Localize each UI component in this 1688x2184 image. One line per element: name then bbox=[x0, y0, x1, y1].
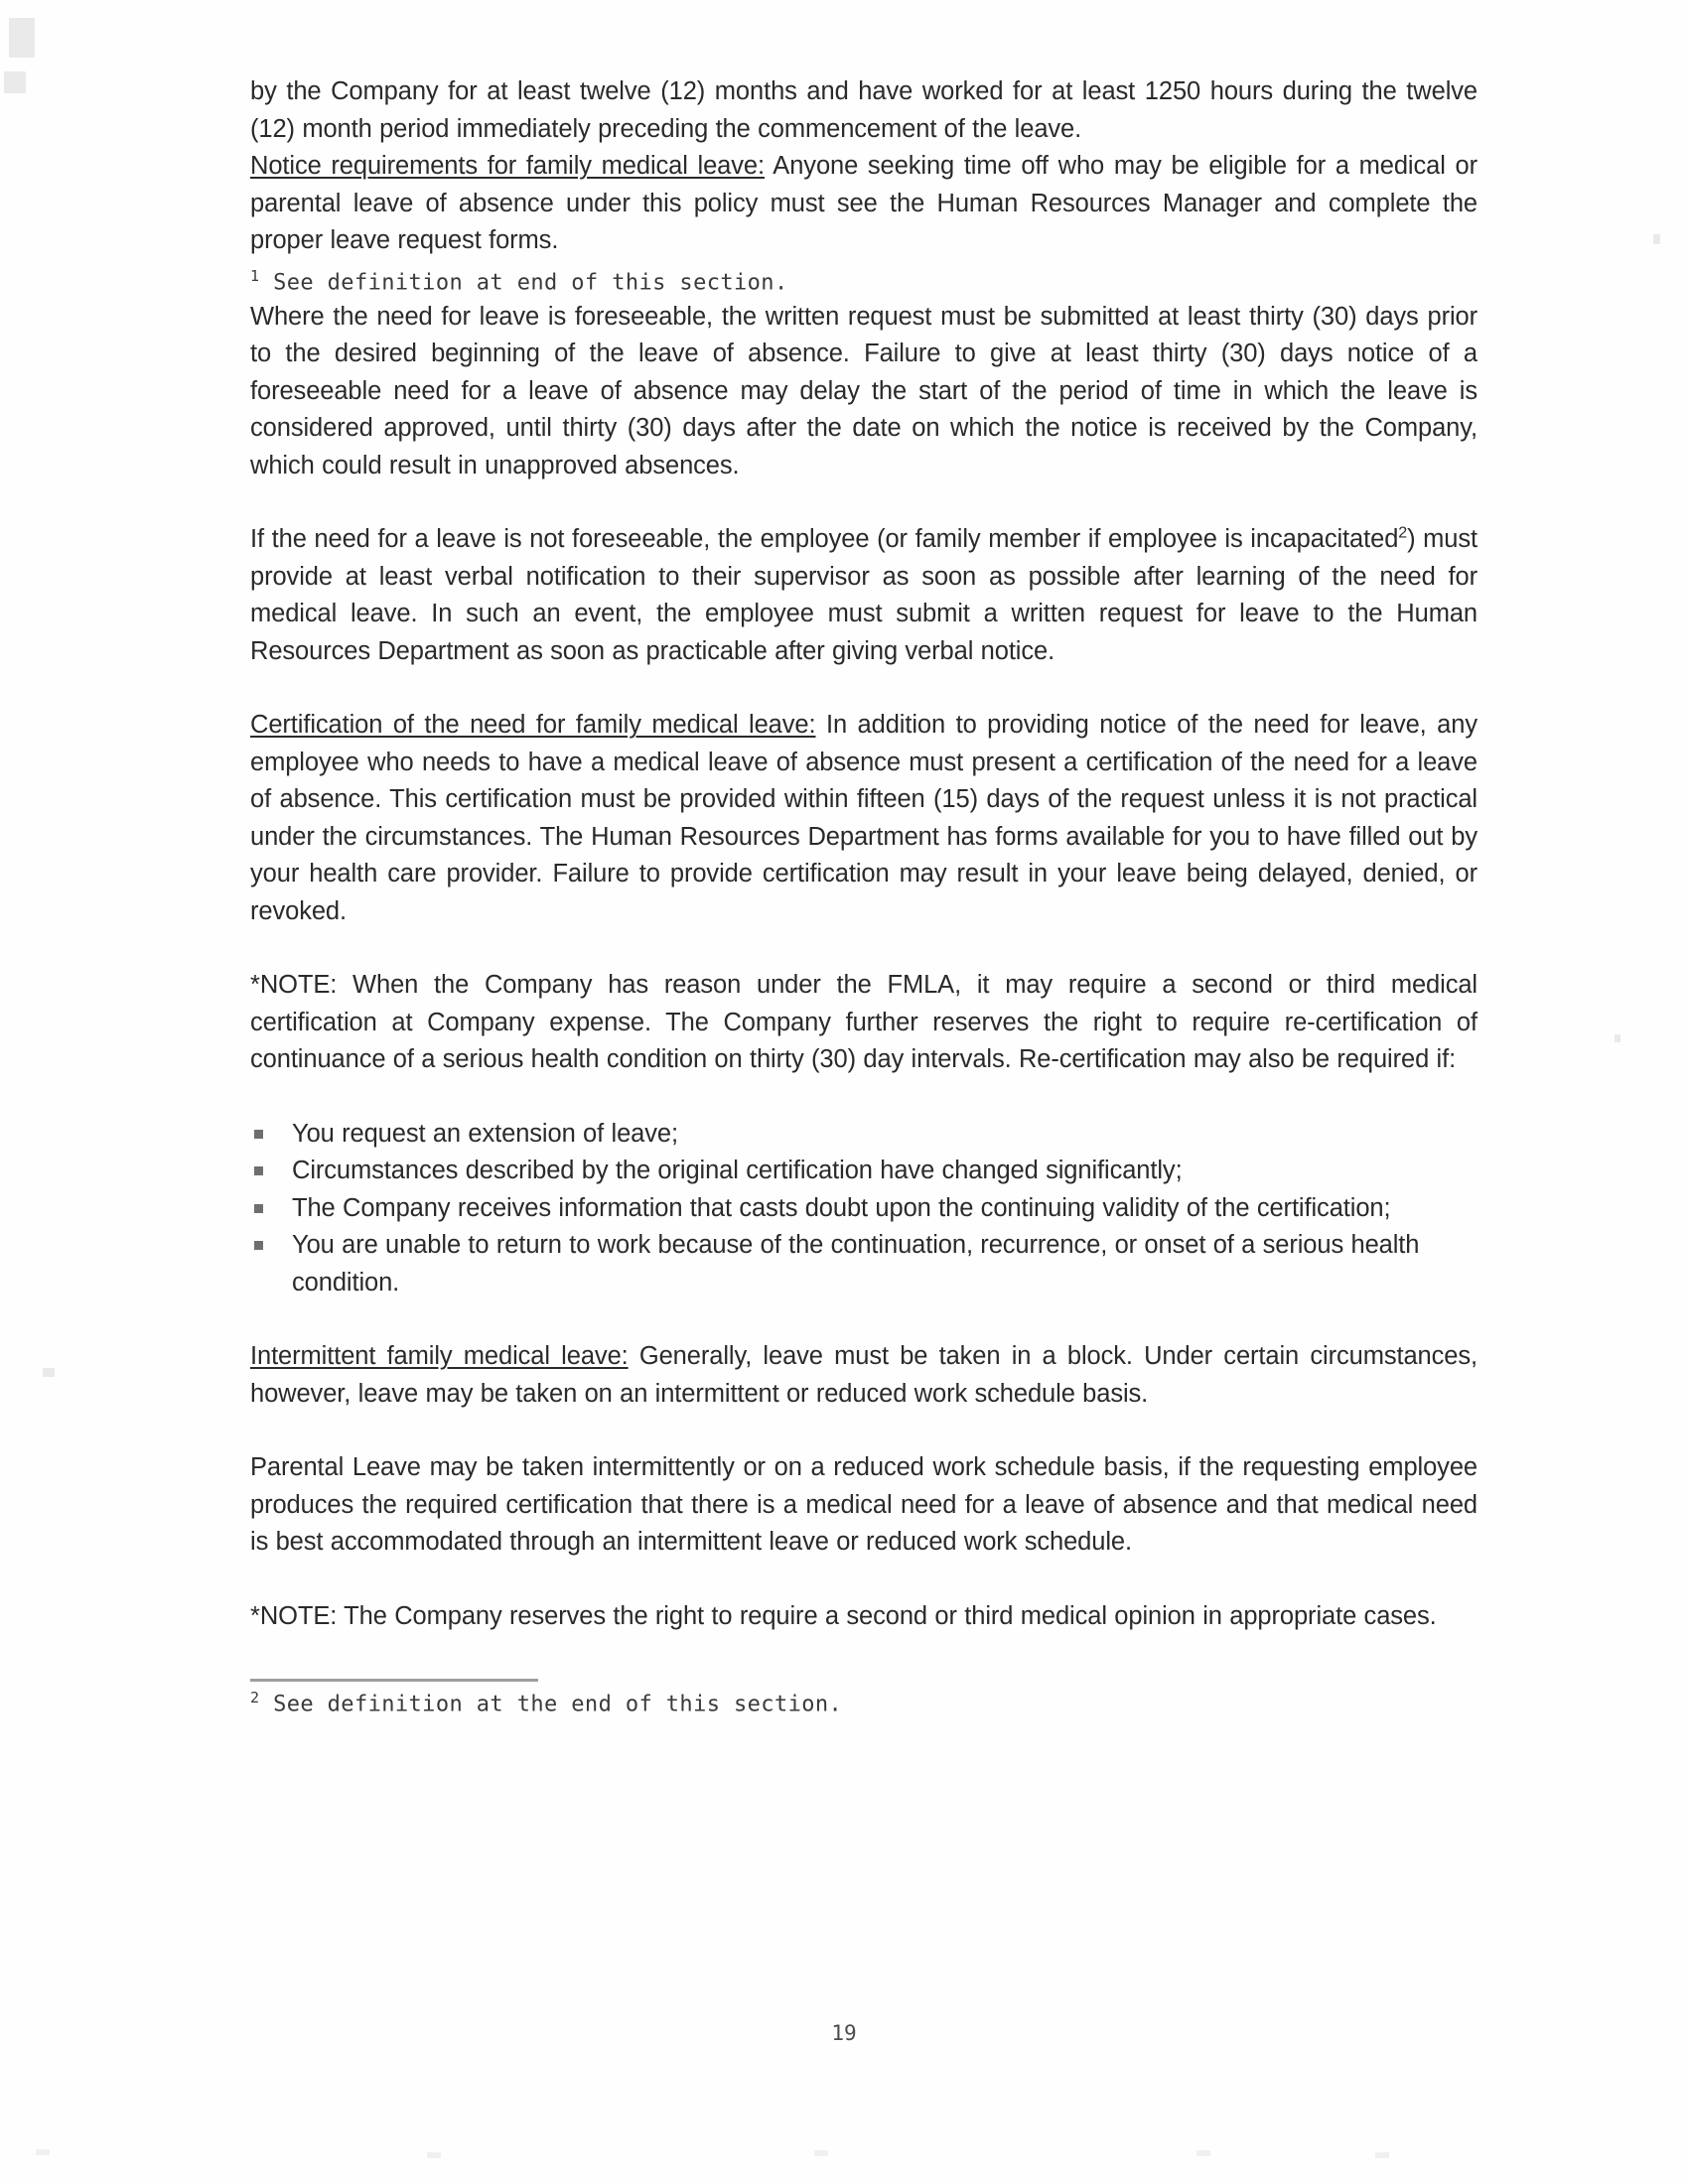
square-bullet-icon bbox=[254, 1204, 263, 1213]
paragraph-notice-requirements bbox=[250, 148, 1477, 260]
footnote-marker: 2 bbox=[250, 1689, 260, 1707]
scan-artifact bbox=[1375, 2152, 1389, 2158]
paragraph-continuation bbox=[250, 73, 1477, 148]
paragraph-foreseeable bbox=[250, 299, 1477, 485]
paragraph-spacer bbox=[250, 1413, 1477, 1449]
paragraph-text: Parental Leave may be taken intermittently or on a reduced work schedule basis, if the requesting employee produces the required certification that there is a medical need for a leave of absence and that medical need is best accommodated through an intermittent leave or reduced work schedule. bbox=[250, 1453, 1477, 1557]
document-body bbox=[250, 73, 1477, 1721]
footnote-text: See definition at the end of this section. bbox=[259, 1692, 843, 1717]
paragraph-text: by the Company for at least twelve (12) months and have worked for at least 1250 hours during the twelve (12) month period immediately preceding the commencement of the leave. bbox=[250, 77, 1477, 143]
scan-artifact bbox=[9, 18, 35, 58]
paragraph-text-before: If the need for a leave is not foreseeable, the employee (or family member if employee is incapacitated bbox=[250, 525, 1399, 554]
inline-heading-intermittent: Intermittent family medical leave: bbox=[250, 1342, 629, 1371]
scan-artifact bbox=[1615, 1034, 1620, 1042]
square-bullet-icon bbox=[254, 1166, 263, 1175]
scan-artifact bbox=[43, 1368, 55, 1377]
list-item-text: Circumstances described by the original certification have changed significantly; bbox=[292, 1157, 1183, 1185]
paragraph-certification bbox=[250, 707, 1477, 930]
list-item-text: You are unable to return to work because of the continuation, recurrence, or onset of a serious health condition. bbox=[292, 1231, 1420, 1297]
list-item bbox=[250, 1190, 1477, 1228]
inline-heading-notice-requirements: Notice requirements for family medical leave: bbox=[250, 152, 765, 180]
list-item bbox=[250, 1116, 1477, 1154]
list-item bbox=[250, 1227, 1477, 1301]
scan-artifact bbox=[427, 2152, 441, 2158]
footnote-reference-two: 2 bbox=[1398, 524, 1408, 542]
scan-artifact bbox=[1653, 234, 1660, 244]
list-item-text: You request an extension of leave; bbox=[292, 1119, 678, 1148]
footnote-separator-rule bbox=[250, 1679, 538, 1682]
inline-heading-certification: Certification of the need for family medical leave: bbox=[250, 711, 816, 740]
scan-artifact bbox=[36, 2149, 50, 2155]
recertification-bullet-list bbox=[250, 1116, 1477, 1302]
paragraph-spacer bbox=[250, 930, 1477, 967]
paragraph-text: *NOTE: When the Company has reason under the FMLA, it may require a second or third medical certification at Company expense. The Company further reserves the right to require re-certification of continuance of a serious health condition on thirty (30) day intervals. Re-certification may also be required if: bbox=[250, 971, 1477, 1074]
paragraph-spacer bbox=[250, 1301, 1477, 1338]
footnote-inline-one bbox=[250, 260, 1477, 299]
paragraph-text: In addition to providing notice of the need for leave, any employee who needs to have a medical leave of absence must present a certification of the need for a leave of absence. This certification must be provided within fifteen (15) days of the request unless it is not practical under the circumstances. The Human Resources Department has forms available for you to have filled out by your health care provider. Failure to provide certification may result in your leave being delayed, denied, or revoked. bbox=[250, 711, 1477, 925]
square-bullet-icon bbox=[254, 1130, 263, 1139]
paragraph-text-after: ) must provide at least verbal notification to their supervisor as soon as possible after learning of the need for medical leave. In such an event, the employee must submit a written request for leave to the Human Resources Department as soon as practicable after giving verbal notice. bbox=[250, 525, 1477, 665]
paragraph-not-foreseeable bbox=[250, 521, 1477, 670]
paragraph-text: Where the need for leave is foreseeable, the written request must be submitted at least thirty (30) days prior to the desired beginning of the leave of absence. Failure to give at least thirty (30) days notice of a foreseeable need for a leave of absence may delay the start of the period of time in which the leave is considered approved, until thirty (30) days after the date on which the notice is received by the Company, which could result in unapproved absences. bbox=[250, 302, 1477, 479]
square-bullet-icon bbox=[254, 1241, 263, 1250]
paragraph-spacer bbox=[250, 670, 1477, 707]
list-item bbox=[250, 1153, 1477, 1190]
paragraph-intermittent bbox=[250, 1338, 1477, 1413]
footnote-two bbox=[250, 1682, 1477, 1720]
footnote-text: See definition at end of this section. bbox=[259, 269, 788, 295]
paragraph-parental-leave bbox=[250, 1449, 1477, 1562]
scan-artifact bbox=[814, 2150, 828, 2156]
paragraph-note-recertification bbox=[250, 967, 1477, 1079]
paragraph-spacer bbox=[250, 1079, 1477, 1116]
paragraph-spacer bbox=[250, 1562, 1477, 1598]
scan-artifact bbox=[4, 71, 26, 93]
paragraph-text: Generally, leave must be taken in a block. Under certain circumstances, however, leave may be taken on an intermittent or reduced work schedule basis. bbox=[250, 1342, 1477, 1408]
footnote-marker: 1 bbox=[250, 266, 260, 285]
paragraph-spacer bbox=[250, 484, 1477, 521]
paragraph-note-second-opinion bbox=[250, 1598, 1477, 1636]
list-item-text: The Company receives information that casts doubt upon the continuing validity of the certification; bbox=[292, 1193, 1391, 1222]
paragraph-text: *NOTE: The Company reserves the right to require a second or third medical opinion in appropriate cases. bbox=[250, 1601, 1437, 1630]
scan-artifact bbox=[1196, 2150, 1210, 2156]
paragraph-text: Anyone seeking time off who may be eligible for a medical or parental leave of absence under this policy must see the Human Resources Manager and complete the proper leave request forms. bbox=[250, 152, 1477, 254]
page-number: 19 bbox=[831, 2021, 857, 2045]
